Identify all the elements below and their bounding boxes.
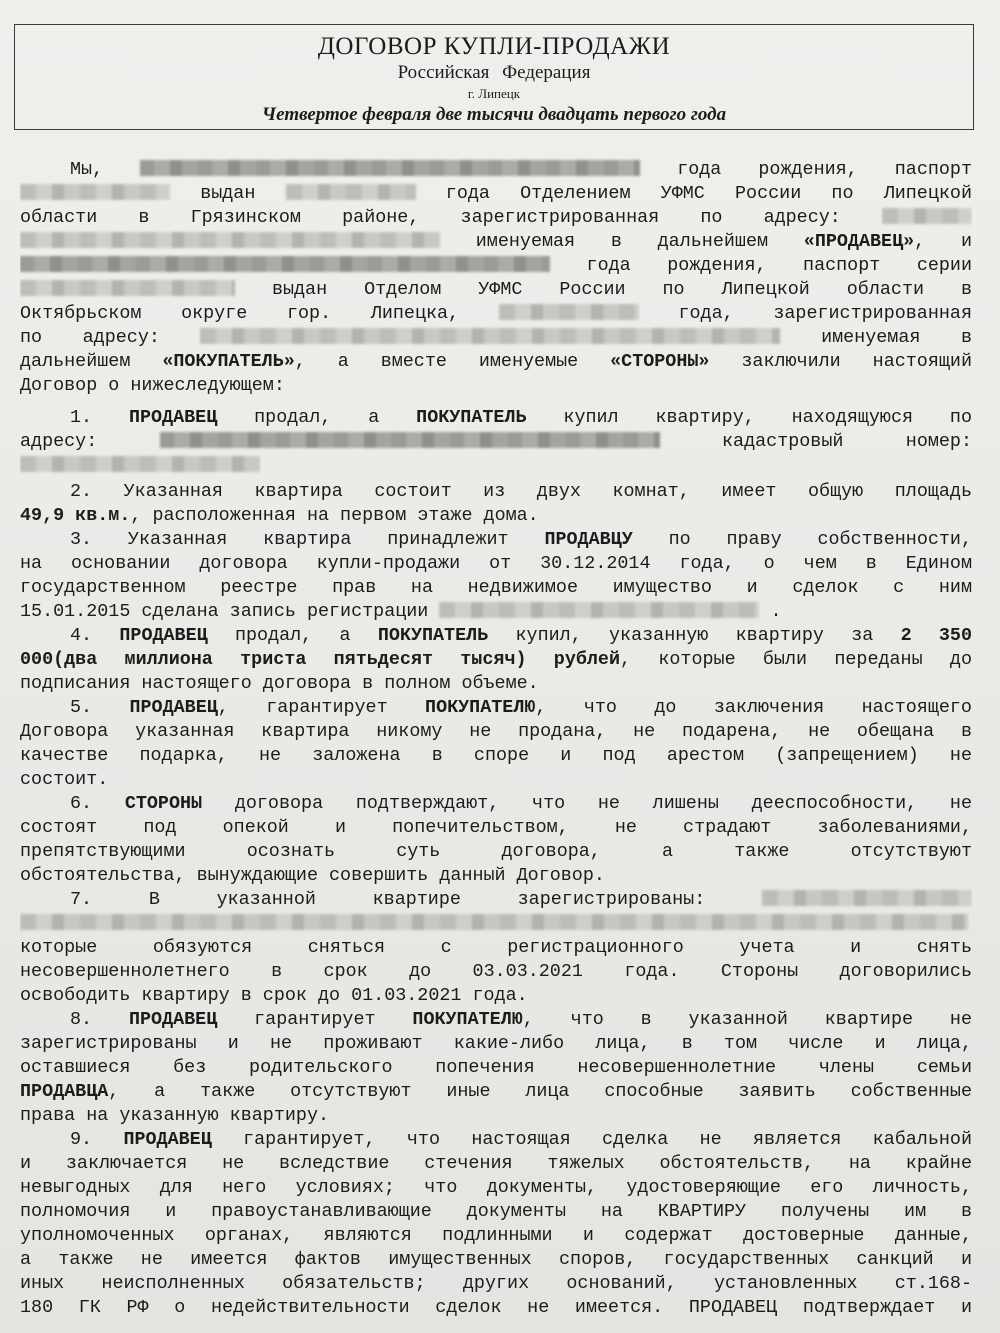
text-line: области в Грязинском районе, зарегистрированная по адресу:	[20, 206, 972, 230]
text-line: 000(два миллиона триста пятьдесят тысяч) рублей, которые были переданы до	[20, 649, 972, 670]
text-line: иных неисполненных обязательств; других оснований, установленных ст.168-	[20, 1273, 972, 1294]
clause-1: 1. ПРОДАВЕЦ продал, а ПОКУПАТЕЛЬ купил квартиру, находящуюся по	[70, 407, 972, 428]
text-line: состоят под опекой и попечительством, не страдают заболеваниями,	[20, 817, 972, 838]
contract-date: Четвертое февраля две тысячи двадцать первого года	[261, 104, 727, 125]
text-line: ПРОДАВЦА, а также отсутствуют иные лица способные заявить собственные	[20, 1081, 972, 1102]
text-line: невыгодных для него условиях; что документы, удостоверяющие его личность,	[20, 1177, 972, 1198]
text-line: и заключается не вследствие стечения тяжелых обстоятельств, на крайне	[20, 1153, 972, 1174]
text-line: по адресу: именуемая в	[20, 327, 972, 348]
text-line: Договора указанная квартира никому не продана, не подарена, не обещана в	[20, 721, 972, 742]
text-line: препятствующими осознать суть договора, а также отсутствуют	[20, 841, 972, 862]
text-line	[20, 454, 972, 478]
text-line	[20, 912, 972, 936]
contract-title: ДОГОВОР КУПЛИ-ПРОДАЖИ	[317, 33, 671, 60]
clause-2: 2. Указанная квартира состоит из двух комнат, имеет общую площадь	[70, 481, 972, 502]
text-line: уполномоченных органах, являются подлинными и содержат достоверные данные,	[20, 1225, 972, 1246]
text-line: качестве подарка, не заложена в споре и под арестом (запрещением) не	[20, 745, 972, 766]
clause-4: 4. ПРОДАВЕЦ продал, а ПОКУПАТЕЛЬ купил, указанную квартиру за 2 350	[70, 625, 972, 646]
contract-city: г. Липецк	[467, 86, 521, 101]
text-line: которые обязуются сняться с регистрационного учета и снять	[20, 937, 972, 958]
clause-9: 9. ПРОДАВЕЦ гарантирует, что настоящая сделка не является кабальной	[70, 1129, 972, 1150]
clause-6: 6. СТОРОНЫ договора подтверждают, что не лишены дееспособности, не	[70, 793, 972, 814]
text-line: 15.01.2015 сделана запись регистрации .	[20, 601, 782, 622]
text-line: обстоятельства, вынуждающие совершить данный Договор.	[20, 865, 605, 886]
text-line: а также не имеется фактов имущественных споров, государственных санкций и	[20, 1249, 972, 1270]
text-line: состоит.	[20, 769, 109, 790]
text-line: оставшиеся без родительского попечения несовершеннолетние члены семьи	[20, 1057, 972, 1078]
text-line: государственном реестре прав на недвижимое имущество и сделок с ним	[20, 577, 972, 598]
text-line: выдан года Отделением УФМС России по Липецкой	[20, 182, 972, 206]
text-line: полномочия и правоустанавливающие документы на КВАРТИРУ получены им в	[20, 1201, 972, 1222]
clause-3: 3. Указанная квартира принадлежит ПРОДАВЦУ по праву собственности,	[70, 529, 972, 550]
text-line: Договор о нижеследующем:	[20, 375, 285, 396]
text-line: освободить квартиру в срок до 01.03.2021 года.	[20, 985, 528, 1006]
text-line: 49,9 кв.м., расположенная на первом этаже дома.	[20, 505, 539, 526]
clause-5: 5. ПРОДАВЕЦ, гарантирует ПОКУПАТЕЛЮ, что до заключения настоящего	[70, 697, 972, 718]
text-line: зарегистрированы и не проживают какие-либо лица, в том числе и лица,	[20, 1033, 972, 1054]
text-line: адресу: кадастровый номер:	[20, 431, 972, 452]
text-line: Мы, года рождения, паспорт	[70, 159, 972, 180]
clause-7: 7. В указанной квартире зарегистрированы:	[70, 888, 972, 912]
clause-8: 8. ПРОДАВЕЦ гарантирует ПОКУПАТЕЛЮ, что в указанной квартире не	[70, 1009, 972, 1030]
text-line: права на указанную квартиру.	[20, 1105, 330, 1126]
text-line: дальнейшем «ПОКУПАТЕЛЬ», а вместе именуемые «СТОРОНЫ» заключили настоящий	[20, 351, 972, 372]
text-line: года рождения, паспорт серии	[20, 254, 972, 278]
contract-header	[14, 24, 974, 130]
text-line: подписания настоящего договора в полном объеме.	[20, 673, 539, 694]
text-line: несовершеннолетнего в срок до 03.03.2021 года. Стороны договорились	[20, 961, 972, 982]
text-line: Октябрьском округе гор. Липецка, года, зарегистрированная	[20, 303, 972, 324]
text-line: на основании договора купли-продажи от 30.12.2014 года, о чем в Едином	[20, 553, 972, 574]
text-line: выдан Отделом УФМС России по Липецкой области в	[20, 278, 972, 302]
text-line: 180 ГК РФ о недействительности сделок не имеется. ПРОДАВЕЦ подтверждает и	[20, 1297, 972, 1318]
contract-country: Российская Федерация	[397, 62, 591, 83]
text-line: именуемая в дальнейшем «ПРОДАВЕЦ», и	[20, 230, 972, 254]
